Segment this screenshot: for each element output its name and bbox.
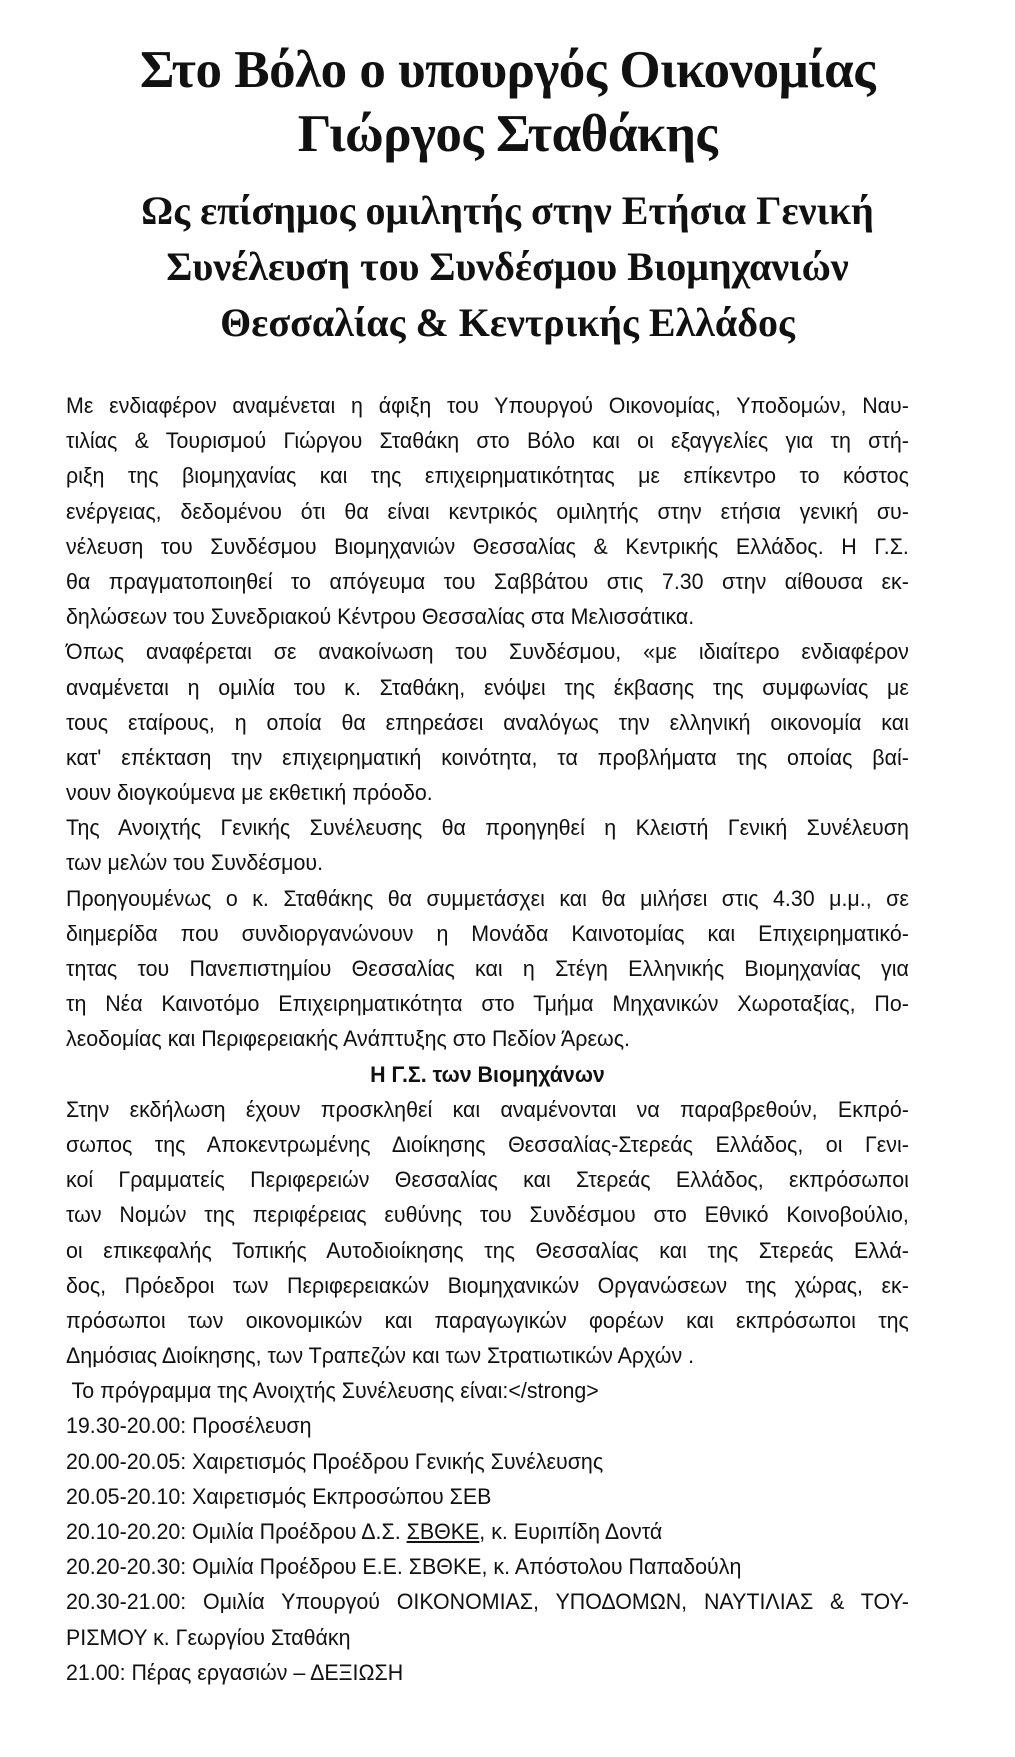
body-line: Δημόσιας Διοίκησης, των Τραπεζών και των Στρατιωτικών Αρχών . bbox=[66, 1343, 695, 1369]
body-line: Προηγουμένως ο κ. Σταθάκης θα συμμετάσχει και θα μιλήσει στις 4.30 μ.μ., σε bbox=[66, 885, 909, 911]
body-line: δηλώσεων του Συνεδριακού Κέντρου Θεσσαλίας στα Μελισσάτικα. bbox=[66, 604, 695, 630]
title-line: Γιώργος Σταθάκης bbox=[297, 105, 718, 163]
article-subtitle bbox=[40, 183, 975, 351]
body-line: Της Ανοιχτής Γενικής Συνέλευσης θα προηγηθεί η Κλειστή Γενική Συνέλευση bbox=[66, 815, 909, 841]
body-line: κατ' επέκταση την επιχειρηματική κοινότητα, τα προβλήματα της οποίας βαί- bbox=[66, 744, 909, 770]
body-line: δος, Πρόεδροι των Περιφερειακών Βιομηχανικών Οργανώσεων της χώρας, εκ- bbox=[66, 1272, 909, 1298]
body-line: Το πρόγραμμα της Ανοιχτής Συνέλευσης είναι:</strong> bbox=[66, 1378, 599, 1404]
body-line: ενέργειας, δεδομένου ότι θα είναι κεντρικός ομιλητής στην ετήσια γενική συ- bbox=[66, 498, 909, 524]
body-line: νουν διογκούμενα με εκθετική πρόοδο. bbox=[66, 780, 433, 806]
program-item: 20.30-21.00: Ομιλία Υπουργού ΟΙΚΟΝΟΜΙΑΣ, ΥΠΟΔΟΜΩΝ, ΝΑΥΤΙΛΙΑΣ & ΤΟΥ- bbox=[66, 1589, 909, 1615]
subtitle-line: Ως επίσημος ομιλητής στην Ετήσια Γενική bbox=[141, 188, 874, 233]
body-line: ριξη της βιομηχανίας και της επιχειρηματικότητας με επίκεντρο το κόστος bbox=[66, 463, 909, 489]
body-line: λεοδομίας και Περιφερειακής Ανάπτυξης στο Πεδίον Άρεως. bbox=[66, 1026, 630, 1052]
body-line: θα πραγματοποιηθεί το απόγευμα του Σαββάτου στις 7.30 στην αίθουσα εκ- bbox=[66, 568, 909, 594]
body-line: Με ενδιαφέρον αναμένεται η άφιξη του Υπουργού Οικονομίας, Υποδομών, Ναυ- bbox=[66, 393, 909, 418]
body-line: νέλευση του Συνδέσμου Βιομηχανιών Θεσσαλίας & Κεντρικής Ελλάδος. Η Γ.Σ. bbox=[66, 533, 909, 559]
body-line: κοί Γραμματείς Περιφερειών Θεσσαλίας και Στερεάς Ελλάδος, εκπρόσωποι bbox=[66, 1167, 909, 1193]
body-line: Όπως αναφέρεται σε ανακοίνωση του Συνδέσμου, «με ιδιαίτερο ενδιαφέρον bbox=[66, 639, 909, 665]
body-line: τιλίας & Τουρισμού Γιώργου Σταθάκη στο Βόλο και οι εξαγγελίες για τη στή- bbox=[66, 428, 909, 454]
body-line: πρόσωποι των οικονομικών και παραγωγικών φορέων και εκπρόσωποι της bbox=[66, 1307, 909, 1333]
program-item: 19.30-20.00: Προσέλευση bbox=[66, 1413, 312, 1439]
program-item: 20.05-20.10: Χαιρετισμός Εκπροσώπου ΣΕΒ bbox=[66, 1483, 492, 1509]
article-body bbox=[66, 388, 909, 1690]
program-item: 21.00: Πέρας εργασιών – ΔΕΞΙΩΣΗ bbox=[66, 1659, 404, 1685]
body-line: Στην εκδήλωση έχουν προσκληθεί και αναμένονται να παραβρεθούν, Εκπρό- bbox=[66, 1096, 909, 1122]
article-title bbox=[40, 38, 975, 166]
underlined-acronym: ΣΒΘΚΕ bbox=[406, 1519, 480, 1544]
program-item: 20.00-20.05: Χαιρετισμός Προέδρου Γενικής Συνέλευσης bbox=[66, 1448, 604, 1474]
body-line: αναμένεται η ομιλία του κ. Σταθάκη, ενόψει της έκβασης της συμφωνίας με bbox=[66, 674, 909, 700]
body-line: των Νομών της περιφέρειας ευθύνης του Συνδέσμου στο Εθνικό Κοινοβούλιο, bbox=[66, 1202, 909, 1228]
program-item bbox=[66, 1514, 909, 1549]
section-subheading: Η Γ.Σ. των Βιομηχάνων bbox=[370, 1061, 605, 1087]
body-line: των μελών του Συνδέσμου. bbox=[66, 850, 324, 876]
subtitle-line: Συνέλευση του Συνδέσμου Βιομηχανιών bbox=[166, 244, 849, 289]
body-line: τητας του Πανεπιστημίου Θεσσαλίας και η Στέγη Ελληνικής Βιομηχανίας για bbox=[66, 956, 909, 981]
program-item: 20.20-20.30: Ομιλία Προέδρου Ε.Ε. ΣΒΘΚΕ, κ. Απόστολου Παπαδούλη bbox=[66, 1554, 742, 1580]
program-item-text: 20.10-20.20: Ομιλία Προέδρου Δ.Σ. bbox=[66, 1519, 407, 1544]
title-line: Στο Βόλο ο υπουργός Οικονομίας bbox=[139, 41, 876, 99]
subtitle-line: Θεσσαλίας & Κεντρικής Ελλάδος bbox=[220, 300, 795, 345]
program-item: ΡΙΣΜΟΥ κ. Γεωργίου Σταθάκη bbox=[66, 1624, 351, 1650]
body-line: τη Νέα Καινοτόμο Επιχειρηματικότητα στο Τμήμα Μηχανικών Χωροταξίας, Πο- bbox=[66, 991, 909, 1017]
body-line: διημερίδα που συνδιοργανώνουν η Μονάδα Καινοτομίας και Επιχειρηματικό- bbox=[66, 920, 909, 946]
body-line: οι επικεφαλής Τοπικής Αυτοδιοίκησης της Θεσσαλίας και της Στερεάς Ελλά- bbox=[66, 1237, 909, 1263]
program-item-text: , κ. Ευριπίδη Δοντά bbox=[479, 1519, 663, 1544]
body-line: σωπος της Αποκεντρωμένης Διοίκησης Θεσσαλίας-Στερεάς Ελλάδος, οι Γενι- bbox=[66, 1131, 909, 1157]
body-line: τους εταίρους, η οποία θα επηρεάσει αναλόγως την ελληνική οικονομία και bbox=[66, 709, 909, 735]
